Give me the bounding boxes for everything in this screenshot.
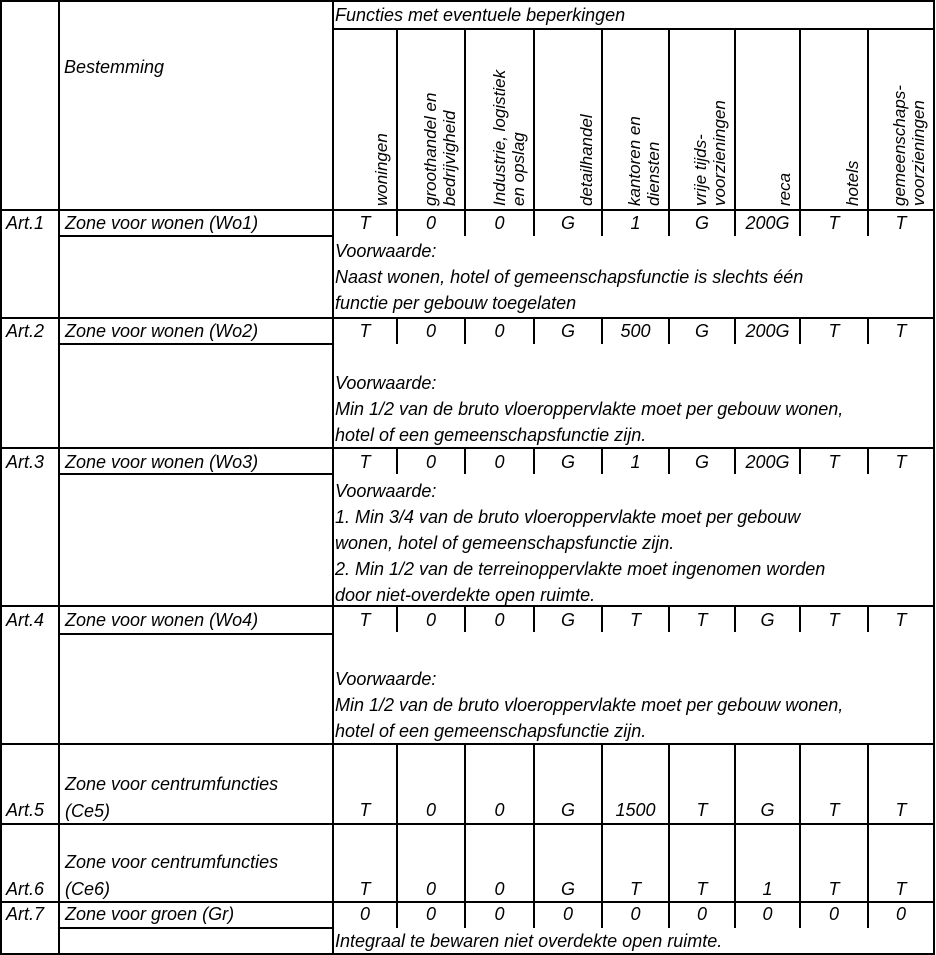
row-art: Art.6 [6,879,45,899]
row-zone: Zone voor centrumfuncties (Ce5) [65,774,279,821]
cell-value: 1 [630,452,641,472]
zone-underline [59,633,333,635]
cell-value: G [560,610,575,630]
row-zone: Zone voor wonen (Wo1) [65,213,259,233]
cell-value: 0 [494,452,505,472]
row-art: Art.5 [6,800,45,820]
zone-underline [59,473,333,475]
row-zone: Zone voor wonen (Wo4) [65,610,259,630]
cell-value: 0 [425,321,436,341]
cell-value: T [359,879,371,899]
row-condition: Voorwaarde: Min 1/2 van de bruto vloeroppervlakte moet per gebouw wonen, hotel of een gemeenschapsfunctie zijn. [335,669,844,741]
cell-value: 200G [745,452,790,472]
cell-value: G [760,610,775,630]
cell-value: T [359,213,371,233]
cell-value: 0 [425,452,436,472]
cell-value: T [359,321,371,341]
cell-value: G [760,800,775,820]
cell-value: T [895,800,907,820]
row-separator [0,823,934,825]
header-column-divider [601,29,603,210]
cell-value: 0 [494,800,505,820]
row-zone: Zone voor wonen (Wo2) [65,321,259,341]
cell-value: 500 [620,321,651,341]
column-header: gemeenschaps- voorzieningen [890,85,928,206]
art-zone-divider [58,0,60,955]
cell-value: T [895,213,907,233]
column-header: detailhandel [577,114,596,206]
cell-value: 0 [425,800,436,820]
cell-value: G [560,879,575,899]
cell-value: G [560,321,575,341]
cell-value: T [895,879,907,899]
cell-value: G [560,452,575,472]
cell-value: T [828,610,840,630]
cell-value: 200G [745,213,790,233]
cell-value: 0 [425,879,436,899]
cell-value: T [828,879,840,899]
cell-value: T [895,610,907,630]
row-condition: Voorwaarde: 1. Min 3/4 van de bruto vloeroppervlakte moet per gebouw wonen, hotel of gemeenschapsfunctie zijn. 2. Min 1/2 van de terreinoppervlakte moet ingenomen worden door niet-overdekte open ruimte. [335,481,826,605]
cell-value: T [895,321,907,341]
header-column-divider [799,29,801,210]
cell-value: T [828,452,840,472]
row-zone: Zone voor centrumfuncties (Ce6) [65,852,279,899]
column-header: vrije tijds- voorzieningen [691,100,729,206]
cell-value: T [630,610,641,630]
cell-value: 1 [762,879,773,899]
cell-value: 0 [425,213,436,233]
cell-value: T [359,452,371,472]
header-column-divider [734,29,736,210]
cell-value: 200G [745,321,790,341]
row-art: Art.7 [6,904,45,924]
zone-underline [59,343,333,345]
cell-value: T [630,879,641,899]
cell-value: T [828,800,840,820]
row-art: Art.4 [6,610,45,630]
row-art: Art.1 [6,213,45,233]
column-header: woningen [372,133,391,206]
cell-value: 0 [895,904,906,924]
header-group-title: Functies met eventuele beperkingen [335,5,626,25]
cell-value: T [696,610,708,630]
cell-value: 0 [696,904,707,924]
row-condition: Integraal te bewaren niet overdekte open ruimte. [335,931,723,951]
row-separator [0,743,934,745]
cell-value: 0 [494,321,505,341]
zone-underline [59,927,333,929]
column-header: Industrie, logistiek en opslag [490,69,528,206]
cell-value: 1500 [615,800,656,820]
cell-value: G [560,800,575,820]
cell-value: 0 [425,904,436,924]
cell-value: T [696,800,708,820]
cell-value: 0 [762,904,773,924]
column-header: hotels [843,160,862,206]
cell-value: 0 [828,904,839,924]
cell-value: G [694,213,709,233]
header-column-divider [867,29,869,210]
row-zone: Zone voor wonen (Wo3) [65,452,259,472]
row-condition: Voorwaarde: Min 1/2 van de bruto vloeroppervlakte moet per gebouw wonen, hotel of een gemeenschapsfunctie zijn. [335,373,844,445]
cell-value: 0 [425,610,436,630]
cell-value: G [694,321,709,341]
cell-value: G [694,452,709,472]
row-zone: Zone voor groen (Gr) [65,904,235,924]
cell-value: 0 [630,904,641,924]
cell-value: T [828,213,840,233]
column-header: groothandel en bedrijvigheid [421,92,459,206]
cell-value: T [828,321,840,341]
cell-value: T [895,452,907,472]
cell-value: T [359,610,371,630]
cell-value: T [696,879,708,899]
cell-value: 1 [630,213,641,233]
header-column-divider [396,29,398,210]
cell-value: 0 [359,904,370,924]
cell-value: 0 [494,213,505,233]
row-art: Art.2 [6,321,45,341]
column-header: reca [775,172,794,206]
cell-value: 0 [494,610,505,630]
header-bestemming: Bestemming [64,57,165,77]
header-column-divider [668,29,670,210]
row-art: Art.3 [6,452,45,472]
zone-underline [59,235,333,237]
column-header: kantoren en diensten [625,116,663,206]
cell-value: T [359,800,371,820]
cell-value: 0 [494,904,505,924]
cell-value: 0 [562,904,573,924]
table-border-left [0,0,2,955]
cell-value: 0 [494,879,505,899]
cell-value: G [560,213,575,233]
row-condition: Voorwaarde: Naast wonen, hotel of gemeenschapsfunctie is slechts één functie per gebouw toegelaten [335,241,804,313]
header-group-underline [333,28,934,30]
header-column-divider [464,29,466,210]
header-column-divider [533,29,535,210]
